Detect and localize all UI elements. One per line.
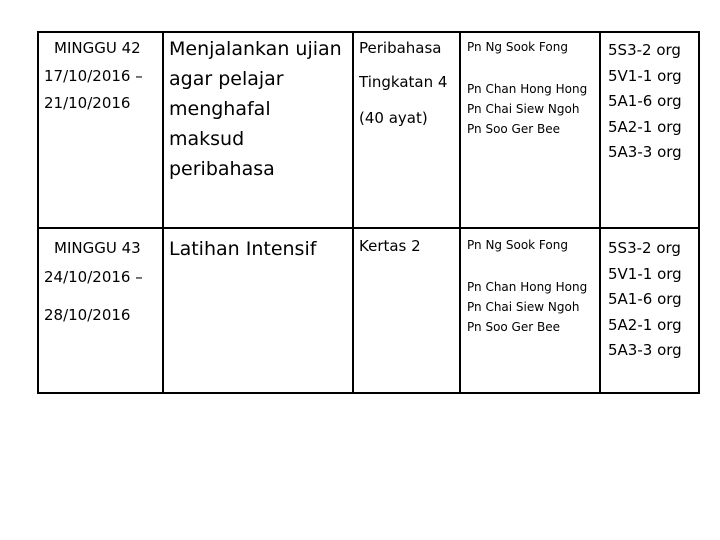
teacher-name: Pn Chai Siew Ngoh [467,102,580,116]
class-entry: 5S3-2 org [608,41,681,59]
activity-cell-row2 [169,236,316,262]
week-label: MINGGU 43 [54,239,141,257]
class-entry: 5A3-3 org [608,341,682,359]
week-date-start: 17/10/2016 – [44,67,143,85]
teacher-name: Pn Chan Hong Hong [467,280,588,294]
week-date-start: 24/10/2016 – [44,268,143,286]
activity-cell-row1 [169,34,342,182]
material-line: Peribahasa [359,39,442,57]
teacher-name: Pn Chai Siew Ngoh [467,300,580,314]
teacher-name: Pn Chan Hong Hong [467,82,588,96]
activity-line: maksud [169,128,245,150]
activity-line: peribahasa [169,158,275,180]
week-date-end: 28/10/2016 [44,306,131,324]
teacher-name: Pn Soo Ger Bee [467,122,560,136]
teachers-cell-row2 [467,236,587,336]
activity-line: Latihan Intensif [169,238,317,260]
class-entry: 5A1-6 org [608,290,682,308]
class-entry: 5A3-3 org [608,143,682,161]
material-line: Kertas 2 [359,237,421,255]
class-entry: 5A2-1 org [608,315,682,334]
week-cell-row2 [44,238,160,328]
classes-cell-row1 [608,38,682,166]
week-date-end: 21/10/2016 [44,94,131,112]
activity-line: menghafal [169,98,271,120]
activity-line: Menjalankan ujian [169,38,342,60]
class-entry: 5A2-1 org [608,117,682,136]
teacher-name: Pn Soo Ger Bee [467,320,560,334]
teacher-name: Pn Ng Sook Fong [467,238,568,252]
material-line: Tingkatan 4 [359,73,448,91]
week-cell-row1 [44,38,160,116]
activity-line: agar pelajar [169,68,284,90]
class-entry: 5V1-1 org [608,66,682,85]
teacher-name: Pn Ng Sook Fong [467,40,568,54]
teachers-cell-row1 [467,38,587,138]
material-cell-row2 [359,236,421,256]
class-entry: 5A1-6 org [608,92,682,110]
class-entry: 5S3-2 org [608,239,681,257]
material-cell-row1 [359,38,447,128]
class-entry: 5V1-1 org [608,264,682,283]
classes-cell-row2 [608,236,682,364]
material-line: (40 ayat) [359,109,428,127]
week-label: MINGGU 42 [54,39,141,57]
